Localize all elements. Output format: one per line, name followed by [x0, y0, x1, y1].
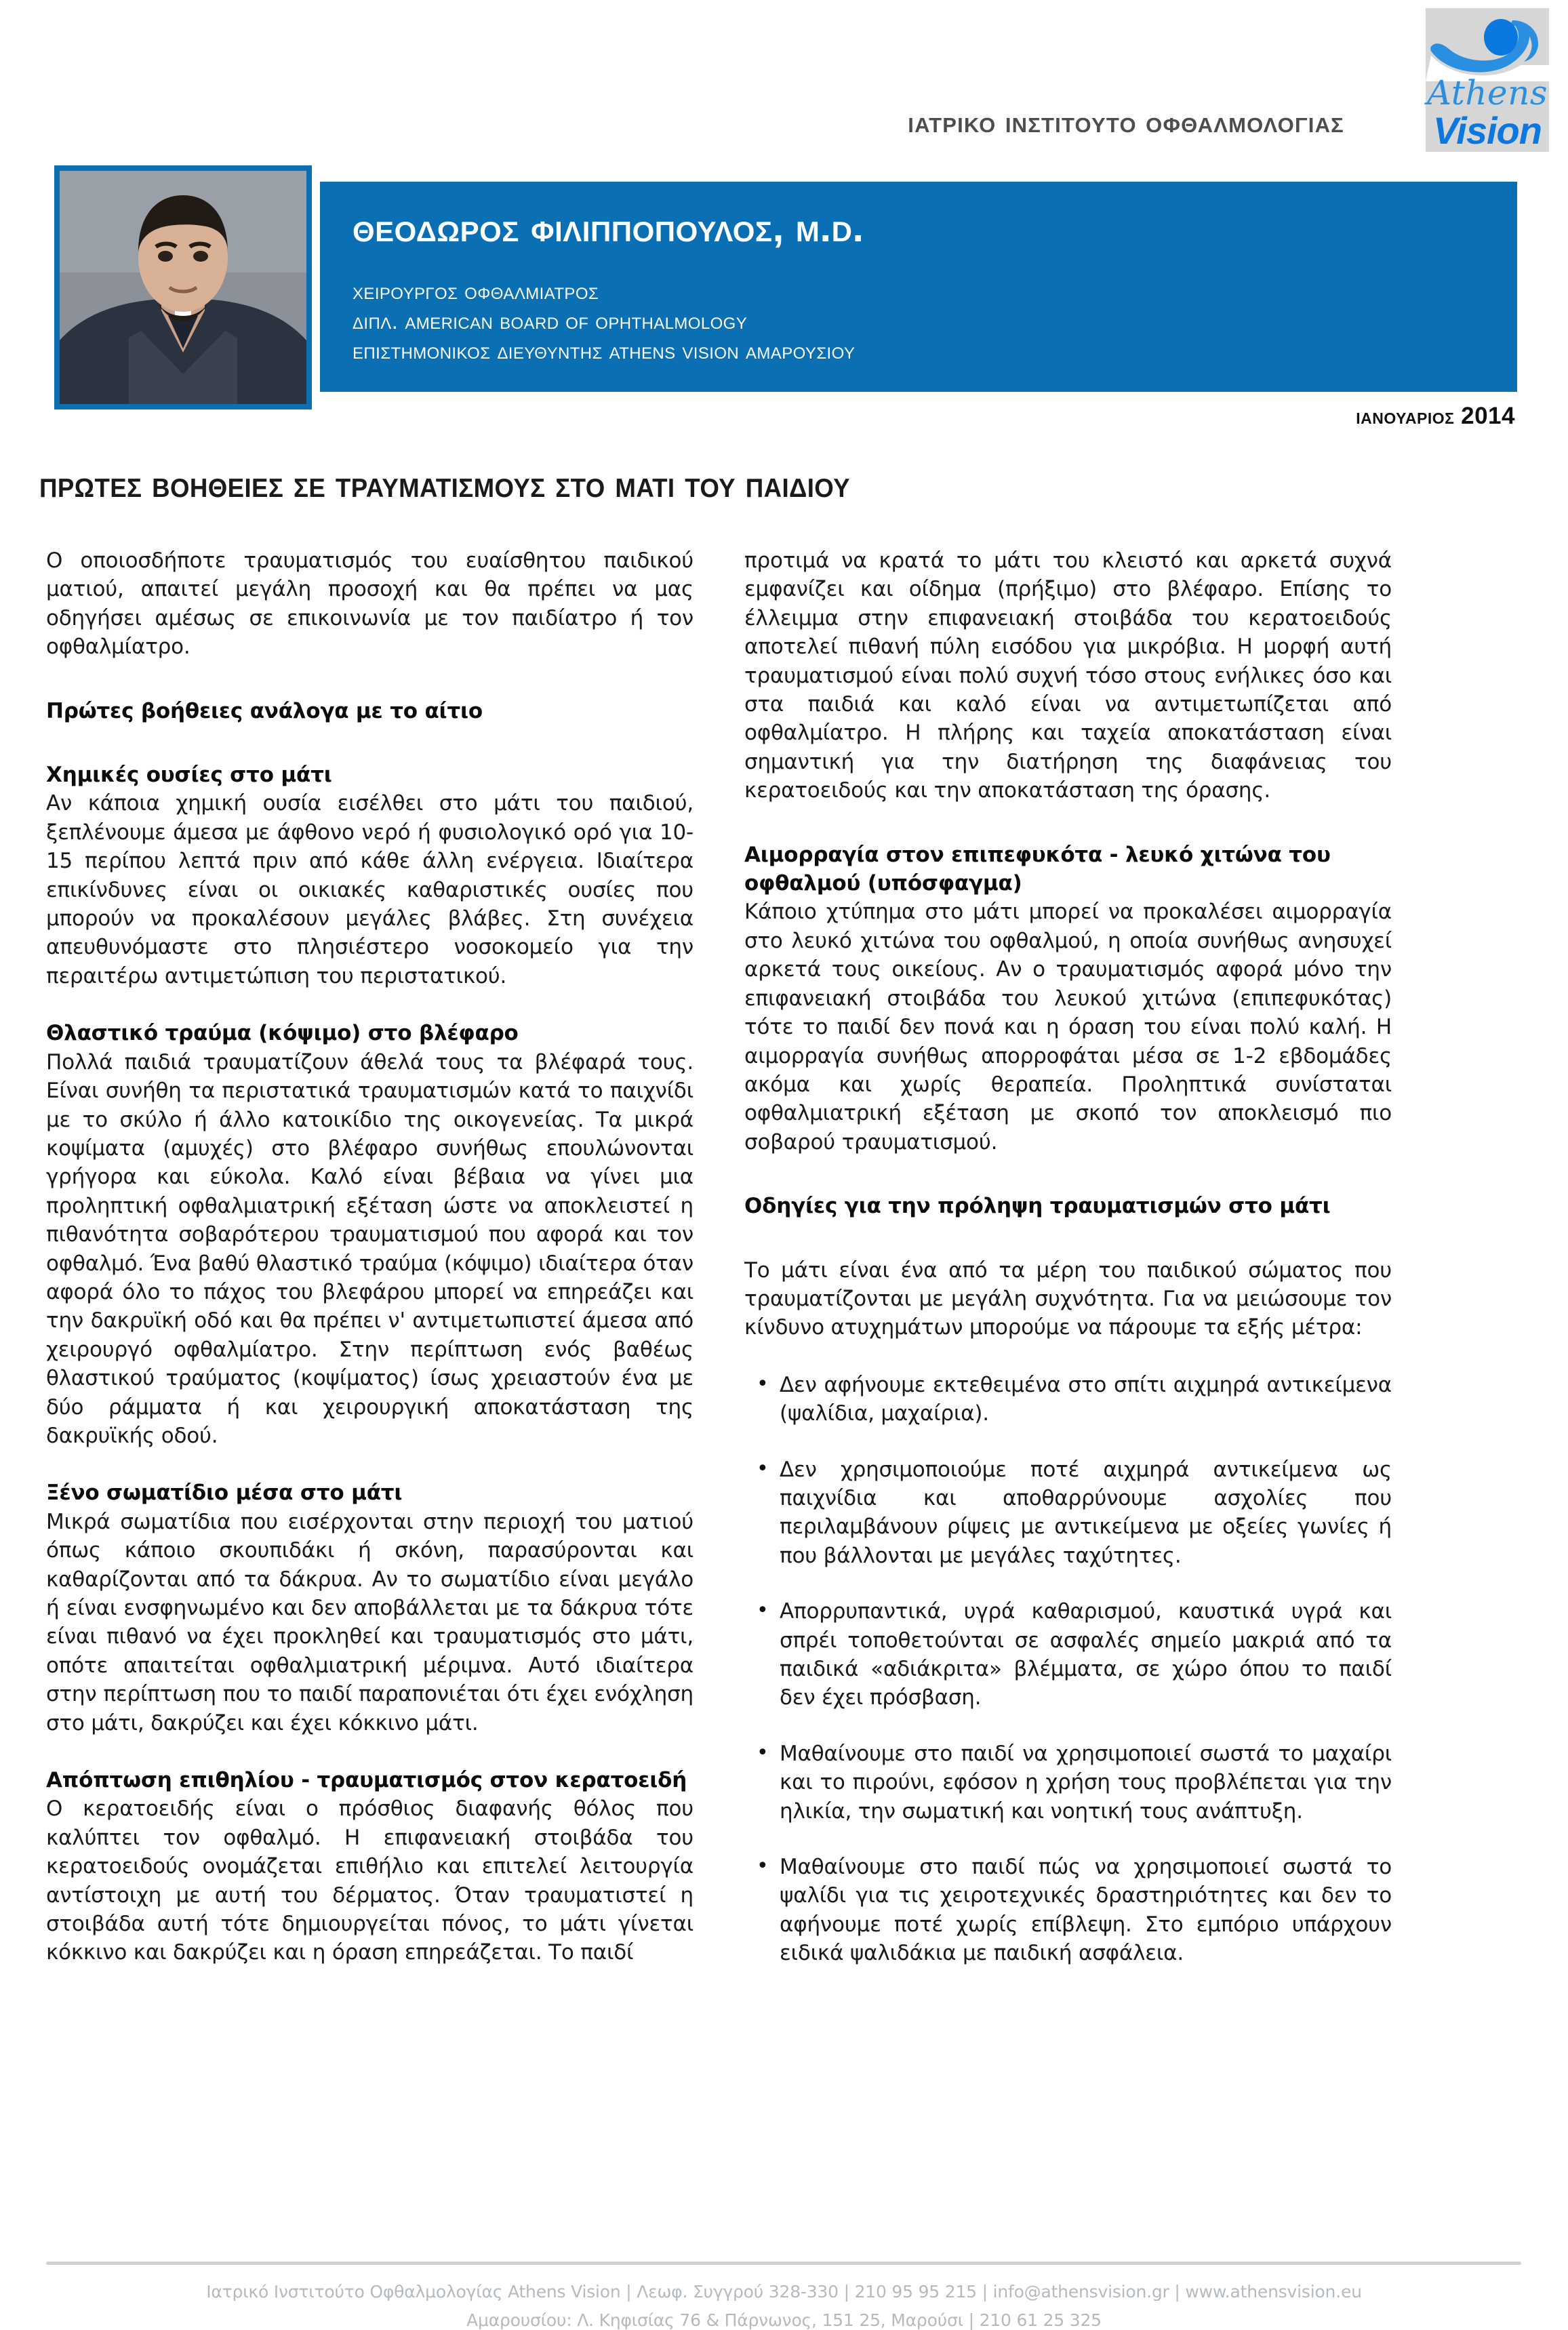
heading-corneal-abrasion: Απόπτωση επιθηλίου - τραυματισμός στον κερατοειδή: [46, 1768, 687, 1793]
text-chemicals: Αν κάποια χημική ουσία εισέλθει στο μάτι του παιδιού, ξεπλένουμε άμεσα με άφθονο νερό ή φυσιολογικό ορό για 10-15 περίπου λεπτά πριν από κάθε άλλη ενέργεια. Ιδιαίτερα επικίνδυνες είναι οι οικιακές καθαριστικές ουσίες που μπορούν να προκαλέσουν μεγάλες βλάβες. Στη συνέχεια απευθυνόμαστε στο πλησιέστερο νοσοκομείο για την περαιτέρω αντιμετώπιση του περιστατικού.: [46, 791, 693, 988]
doctor-credential-2: επιστημονικοσ διευθυντησ athens vision αμαρουσιου: [353, 338, 856, 365]
heading-subconjunctival-hemorrhage: Αιμορραγία στον επιπεφυκότα - λευκό χιτώνα του οφθαλμού (υπόσφαγμα): [744, 842, 1331, 896]
logo-vision-text: Vision: [1433, 109, 1542, 152]
article-intro: Ο οποιοσδήποτε τραυματισμός του ευαίσθητου παιδικού ματιού, απαιτεί μεγάλη προσοχή και θα πρέπει να μας οδηγήσει αμέσως σε επικοινωνία με τον παιδίατρο ή τον οφθαλμίατρο.: [46, 548, 693, 660]
masthead: [0, 0, 1568, 161]
list-item: • Δεν αφήνουμε εκτεθειμένα στο σπίτι αιχμηρά αντικείμενα (ψαλίδια, μαχαίρια).: [744, 1371, 1392, 1428]
heading-eyelid-laceration: Θλαστικό τραύμα (κόψιμο) στο βλέφαρο: [46, 1021, 519, 1046]
heading-prevention: Οδηγίες για την πρόληψη τραυματισμών στο μάτι: [744, 1194, 1331, 1219]
list-item: • Μαθαίνουμε στο παιδί να χρησιμοποιεί σωστά το μαχαίρι και το πιρούνι, εφόσον η χρήση τους προβλέπεται για την ηλικία, την σωματική και νοητική τους ανάπτυξη.: [744, 1740, 1392, 1826]
eye-logo-icon: [1426, 8, 1549, 81]
doctor-credential-0: χειρουργοσ οφθαλμιατροσ: [353, 279, 599, 304]
text-corneal-abrasion: Ο κερατοειδής είναι ο πρόσθιος διαφανής θόλος που καλύπτει τον οφθαλμό. Η επιφανειακή στοιβάδα του κερατοειδούς ονομάζεται επιθήλιο και επιτελεί λειτουργία αντίστοιχη με αυτή του δέρματος. Όταν τραυματιστεί η στοιβάδα αυτή τότε δημιουργείται πόνος, το μάτι γίνεται κόκκινο και δακρύζει και η όραση επηρεάζεται. Το παιδί: [46, 1796, 693, 1965]
footer-divider: [46, 2262, 1521, 2265]
text-foreign-body: Μικρά σωματίδια που εισέρχονται στην περιοχή του ματιού όπως κάποιο σκουπιδάκι ή σκόνη, παρασύρονται και καθαρίζονται από τα δάκρυα. Αν το σωματίδιο είναι μεγάλο ή είναι ενσφηνωμένο και δεν αποβάλλεται με τα δάκρυα τότε είναι πιθανό να έχει προκληθεί και τραυματισμός στο μάτι, οπότε απαιτείται οφθαλμιατρική μέριμνα. Αυτό ιδιαίτερα στην περίπτωση που το παιδί παραπονιέται ότι έχει ενόχληση στο μάτι, δακρύζει και έχει κόκκινο μάτι.: [46, 1509, 693, 1735]
list-item: • Δεν χρησιμοποιούμε ποτέ αιχμηρά αντικείμενα ως παιχνίδια και αποθαρρύνουμε ασχολίες που περιλαμβάνουν ρίψεις με αντικείμενα με οξείες γωνίες ή που βάλλονται με μεγάλες ταχύτητες.: [744, 1455, 1392, 1571]
doctor-portrait: [54, 165, 312, 409]
column-right: [744, 546, 1392, 1995]
athens-vision-logo: [1426, 8, 1549, 152]
prevention-list: [744, 1371, 1392, 1968]
doctor-banner: [320, 182, 1517, 392]
heading-foreign-body: Ξένο σωματίδιο μέσα στο μάτι: [46, 1481, 403, 1506]
text-eyelid-laceration: Πολλά παιδιά τραυματίζουν άθελά τους τα βλέφαρά τους. Είναι συνήθη τα περιστατικά τραυματισμών κατά το παιχνίδι με το σκύλο ή άλλο κατοικίδιο της οικογενείας. Τα μικρά κοψίματα (αμυχές) στο βλέφαρο συνήθως επουλώνονται γρήγορα και εύκολα. Καλό είναι βέβαια να γίνει μια προληπτική οφθαλμιατρική εξέταση ώστε να αποκλειστεί η πιθανότητα σοβαρότερου τραυματισμού που αφορά και τον οφθαλμό. Ένα βαθύ θλαστικό τραύμα (κόψιμο) ιδιαίτερα όταν αφορά όλο το πάχος του βλεφάρου μπορεί να επηρεάζει και την δακρυϊκή οδό και θα πρέπει ν' αντιμετωπιστεί άμεσα από χειρουργό οφθαλμίατρο. Στην περίπτωση ενός βαθέως θλαστικού τραύματος (κοψίματος) ίσως χρειαστούν ένα με δύο ράμματα ή και χειρουργική αποκατάσταση της δακρυϊκής οδού.: [46, 1049, 693, 1448]
section-title: Πρώτες βοήθειες ανάλογα με το αίτιο: [46, 698, 483, 723]
portrait-image: [60, 171, 306, 404]
issue-year: 2014: [1461, 403, 1515, 429]
article-headline: πρωτεσ βοηθειεσ σε τραυματισμουσ στο ματι του παιδιου: [39, 463, 851, 505]
institute-name: ιατρικο ινστιτουτο οφθαλμολογιασ: [908, 106, 1344, 139]
issue-month: ιανουαριοσ: [1356, 403, 1455, 428]
issue-date: [1356, 403, 1515, 430]
footer-contact-branch: Αμαρουσίου: Λ. Κηφισίας 76 & Πάρνωνος, 151 25, Μαρούσι | 210 61 25 325: [466, 2310, 1102, 2330]
doctor-credential-1: διπλ. american board of ophthalmology: [353, 308, 748, 335]
footer-contact-primary: Ιατρικό Ινστιτούτο Οφθαλμολογίας Athens Vision | Λεωφ. Συγγρού 328-330 | 210 95 95 215 | info@athensvision.gr | www.athensvision.eu: [206, 2282, 1362, 2302]
logo-athens-text: Athens: [1427, 73, 1548, 113]
column-left: [46, 546, 693, 1967]
text-subconjunctival-hemorrhage: Κάποιο χτύπημα στο μάτι μπορεί να προκαλέσει αιμορραγία στο λευκό χιτώνα του οφθαλμού, η οποία συνήθως ανησυχεί αρκετά τους οικείους. Αν ο τραυματισμός αφορά μόνο την επιφανειακή στοιβάδα του λευκού χιτώνα (επιπεφυκότας) τότε το παιδί δεν πονά και η όραση του είναι πολύ καλή. Η αιμορραγία συνήθως απορροφάται μέσα σε 1-2 εβδομάδες ακόμα και χωρίς θεραπεία. Προληπτικά συνίσταται οφθαλμιατρική εξέταση με σκοπό τον αποκλεισμό πιο σοβαρού τραυματισμού.: [744, 900, 1392, 1154]
list-item: • Απορρυπαντικά, υγρά καθαρισμού, καυστικά υγρά και σπρέι τοποθετούνται σε ασφαλές σημείο μακριά από τα παιδικά «αδιάκριτα» βλέμματα, σε χώρο όπου το παιδί δεν έχει πρόσβαση.: [744, 1597, 1392, 1712]
doctor-name: θεοδωροσ φιλιπποπουλοσ, m.d.: [353, 205, 864, 250]
doctor-banner-row: [0, 161, 1568, 412]
heading-chemicals: Χημικές ουσίες στο μάτι: [46, 763, 332, 788]
text-prevention-intro: Το μάτι είναι ένα από τα μέρη του παιδικού σώματος που τραυματίζονται με μεγάλη συχνότητα. Για να μειώσουμε τον κίνδυνο ατυχημάτων μπορούμε να πάρουμε τα εξής μέτρα:: [744, 1258, 1392, 1340]
list-item: • Μαθαίνουμε στο παιδί πώς να χρησιμοποιεί σωστά το ψαλίδι για τις χειροτεχνικές δραστηριότητες και δεν το αφήνουμε ποτέ χωρίς επίβλεψη. Στο εμπόριο υπάρχουν ειδικά ψαλιδάκια με παιδική ασφάλεια.: [744, 1853, 1392, 1968]
text-corneal-abrasion-continued: προτιμά να κρατά το μάτι του κλειστό και αρκετά συχνά εμφανίζει και οίδημα (πρήξιμο) στο βλέφαρο. Επίσης το έλλειμμα στην επιφανειακή στοιβάδα του κερατοειδούς αποτελεί πιθανή πύλη εισόδου για μικρόβια. Η μορφή αυτή τραυματισμού είναι πολύ συχνή τόσο στους ενήλικες όσο και στα παιδιά και καλό είναι να αντιμετωπίζεται από οφθαλμίατρο. Η πλήρης και ταχεία αποκατάσταση είναι σημαντική για την διατήρηση της διαφάνειας του κερατοειδούς και την αποκατάσταση της όρασης.: [744, 548, 1392, 803]
